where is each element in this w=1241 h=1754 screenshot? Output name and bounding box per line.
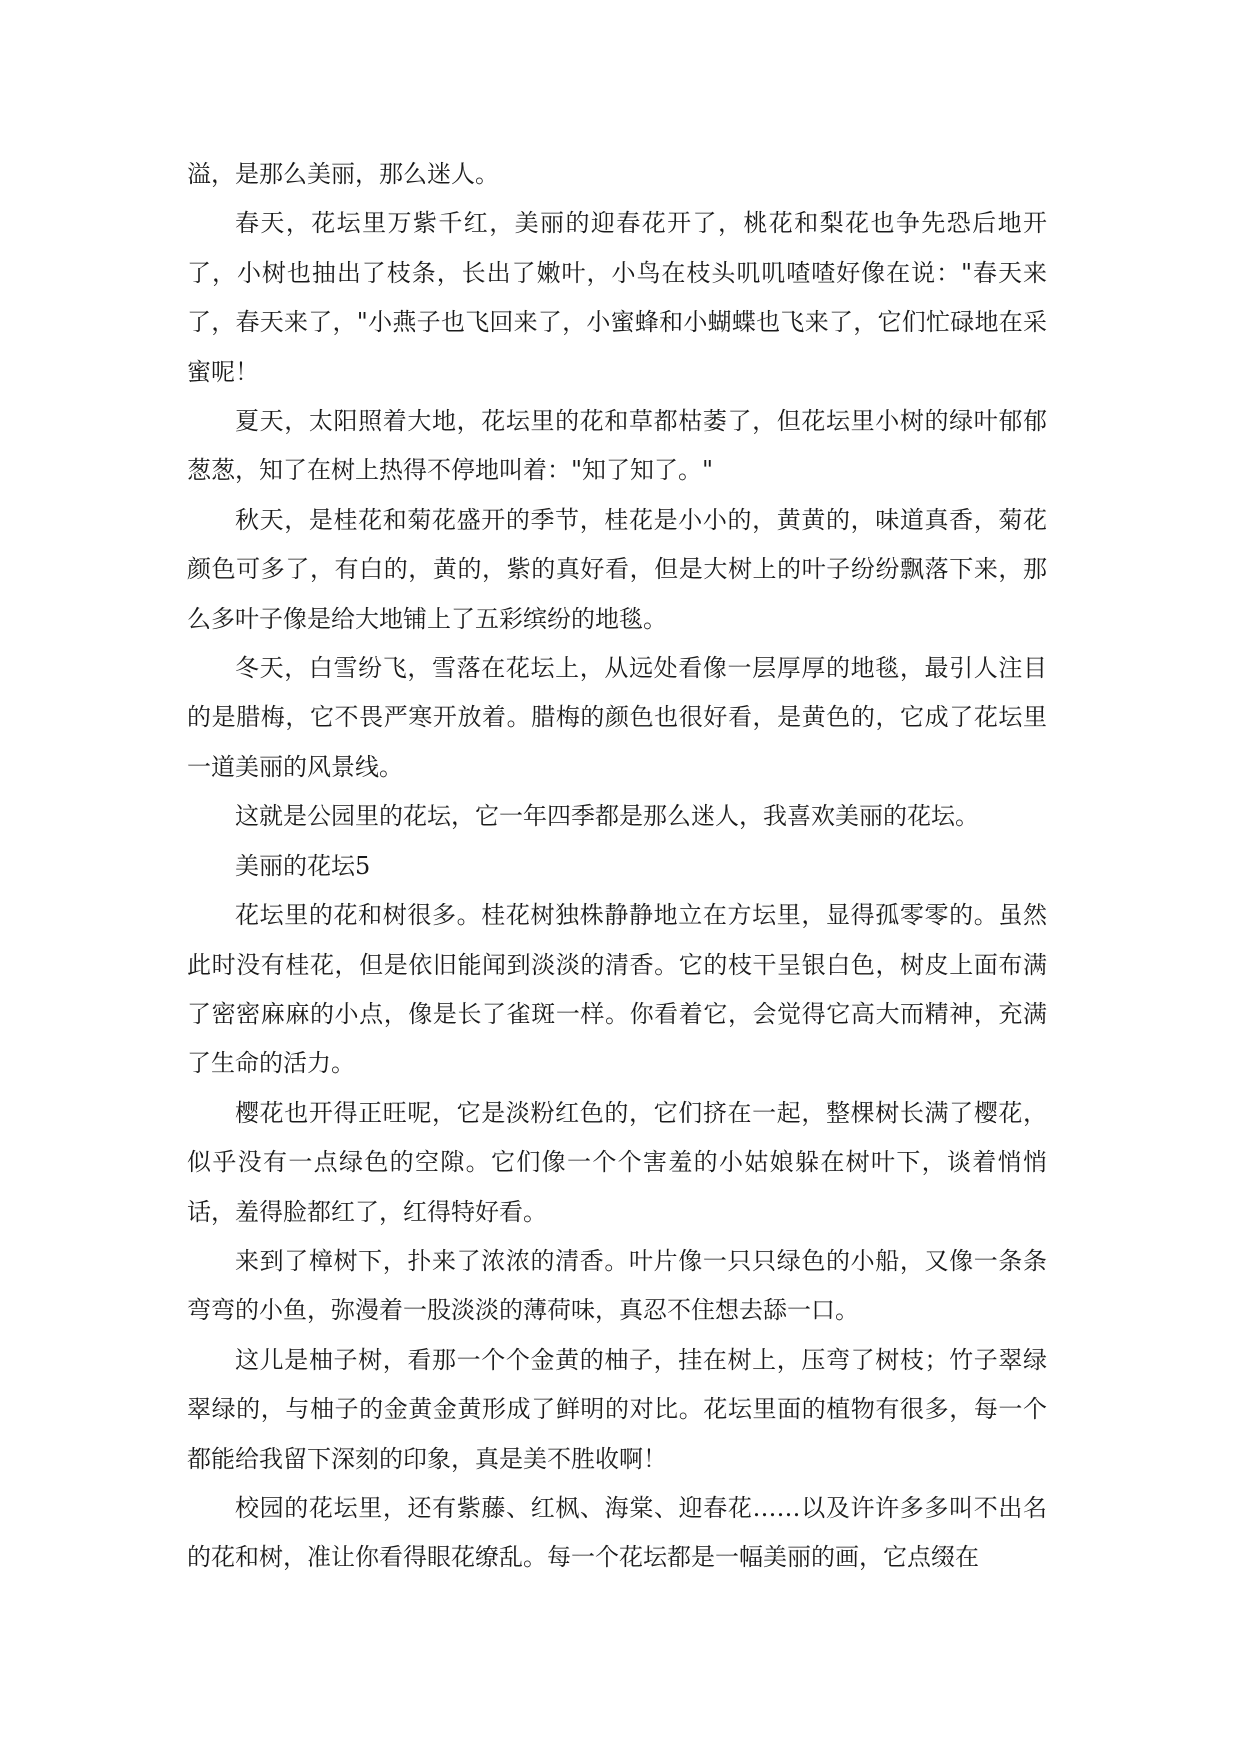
paragraph-campus: 校园的花坛里，还有紫藤、红枫、海棠、迎春花……以及许许多多叫不出名的花和树，准让你看得眼花缭乱。每一个花坛都是一幅美丽的画，它点缀在 <box>187 1493 1047 1572</box>
paragraph-summer: 夏天，太阳照着大地，花坛里的花和草都枯萎了，但花坛里小树的绿叶郁郁葱葱，知了在树上热得不停地叫着："知了知了。" <box>187 407 1047 485</box>
document-body <box>187 150 1047 1583</box>
paragraph-spring: 春天，花坛里万紫千红，美丽的迎春花开了，桃花和梨花也争先恐后地开了，小树也抽出了枝条，长出了嫩叶，小鸟在枝头叽叽喳喳好像在说："春天来了，春天来了，"小燕子也飞回来了，小蜜蜂和小蝴蝶也飞来了，它们忙碌地在采蜜呢！ <box>187 209 1047 386</box>
paragraph-osmanthus: 花坛里的花和树很多。桂花树独株静静地立在方坛里，显得孤零零的。虽然此时没有桂花，但是依旧能闻到淡淡的清香。它的枝干呈银白色，树皮上面布满了密密麻麻的小点，像是长了雀斑一样。你看着它，会觉得它高大而精神，充满了生命的活力。 <box>187 901 1047 1078</box>
paragraph-pomelo: 这儿是柚子树，看那一个个金黄的柚子，挂在树上，压弯了树枝；竹子翠绿翠绿的，与柚子的金黄金黄形成了鲜明的对比。花坛里面的植物有很多，每一个都能给我留下深刻的印象，真是美不胜收啊！ <box>187 1345 1047 1473</box>
paragraph-conclusion: 这就是公园里的花坛，它一年四季都是那么迷人，我喜欢美丽的花坛。 <box>235 802 979 831</box>
section-title: 美丽的花坛5 <box>235 851 371 880</box>
paragraph-winter: 冬天，白雪纷飞，雪落在花坛上，从远处看像一层厚厚的地毯，最引人注目的是腊梅，它不畏严寒开放着。腊梅的颜色也很好看，是黄色的，它成了花坛里一道美丽的风景线。 <box>187 654 1047 781</box>
paragraph-camphor: 来到了樟树下，扑来了浓浓的清香。叶片像一只只绿色的小船，又像一条条弯弯的小鱼，弥漫着一股淡淡的薄荷味，真忍不住想去舔一口。 <box>187 1246 1047 1325</box>
paragraph-cherry: 樱花也开得正旺呢，它是淡粉红色的，它们挤在一起，整棵树长满了樱花，似乎没有一点绿色的空隙。它们像一个个害羞的小姑娘躲在树叶下，谈着悄悄话，羞得脸都红了，红得特好看。 <box>187 1098 1047 1226</box>
paragraph-autumn: 秋天，是桂花和菊花盛开的季节，桂花是小小的，黄黄的，味道真香，菊花颜色可多了，有白的，黄的，紫的真好看，但是大树上的叶子纷纷飘落下来，那么多叶子像是给大地铺上了五彩缤纷的地毯。 <box>187 505 1047 633</box>
paragraph-continuation: 溢，是那么美丽，那么迷人。 <box>187 160 499 188</box>
